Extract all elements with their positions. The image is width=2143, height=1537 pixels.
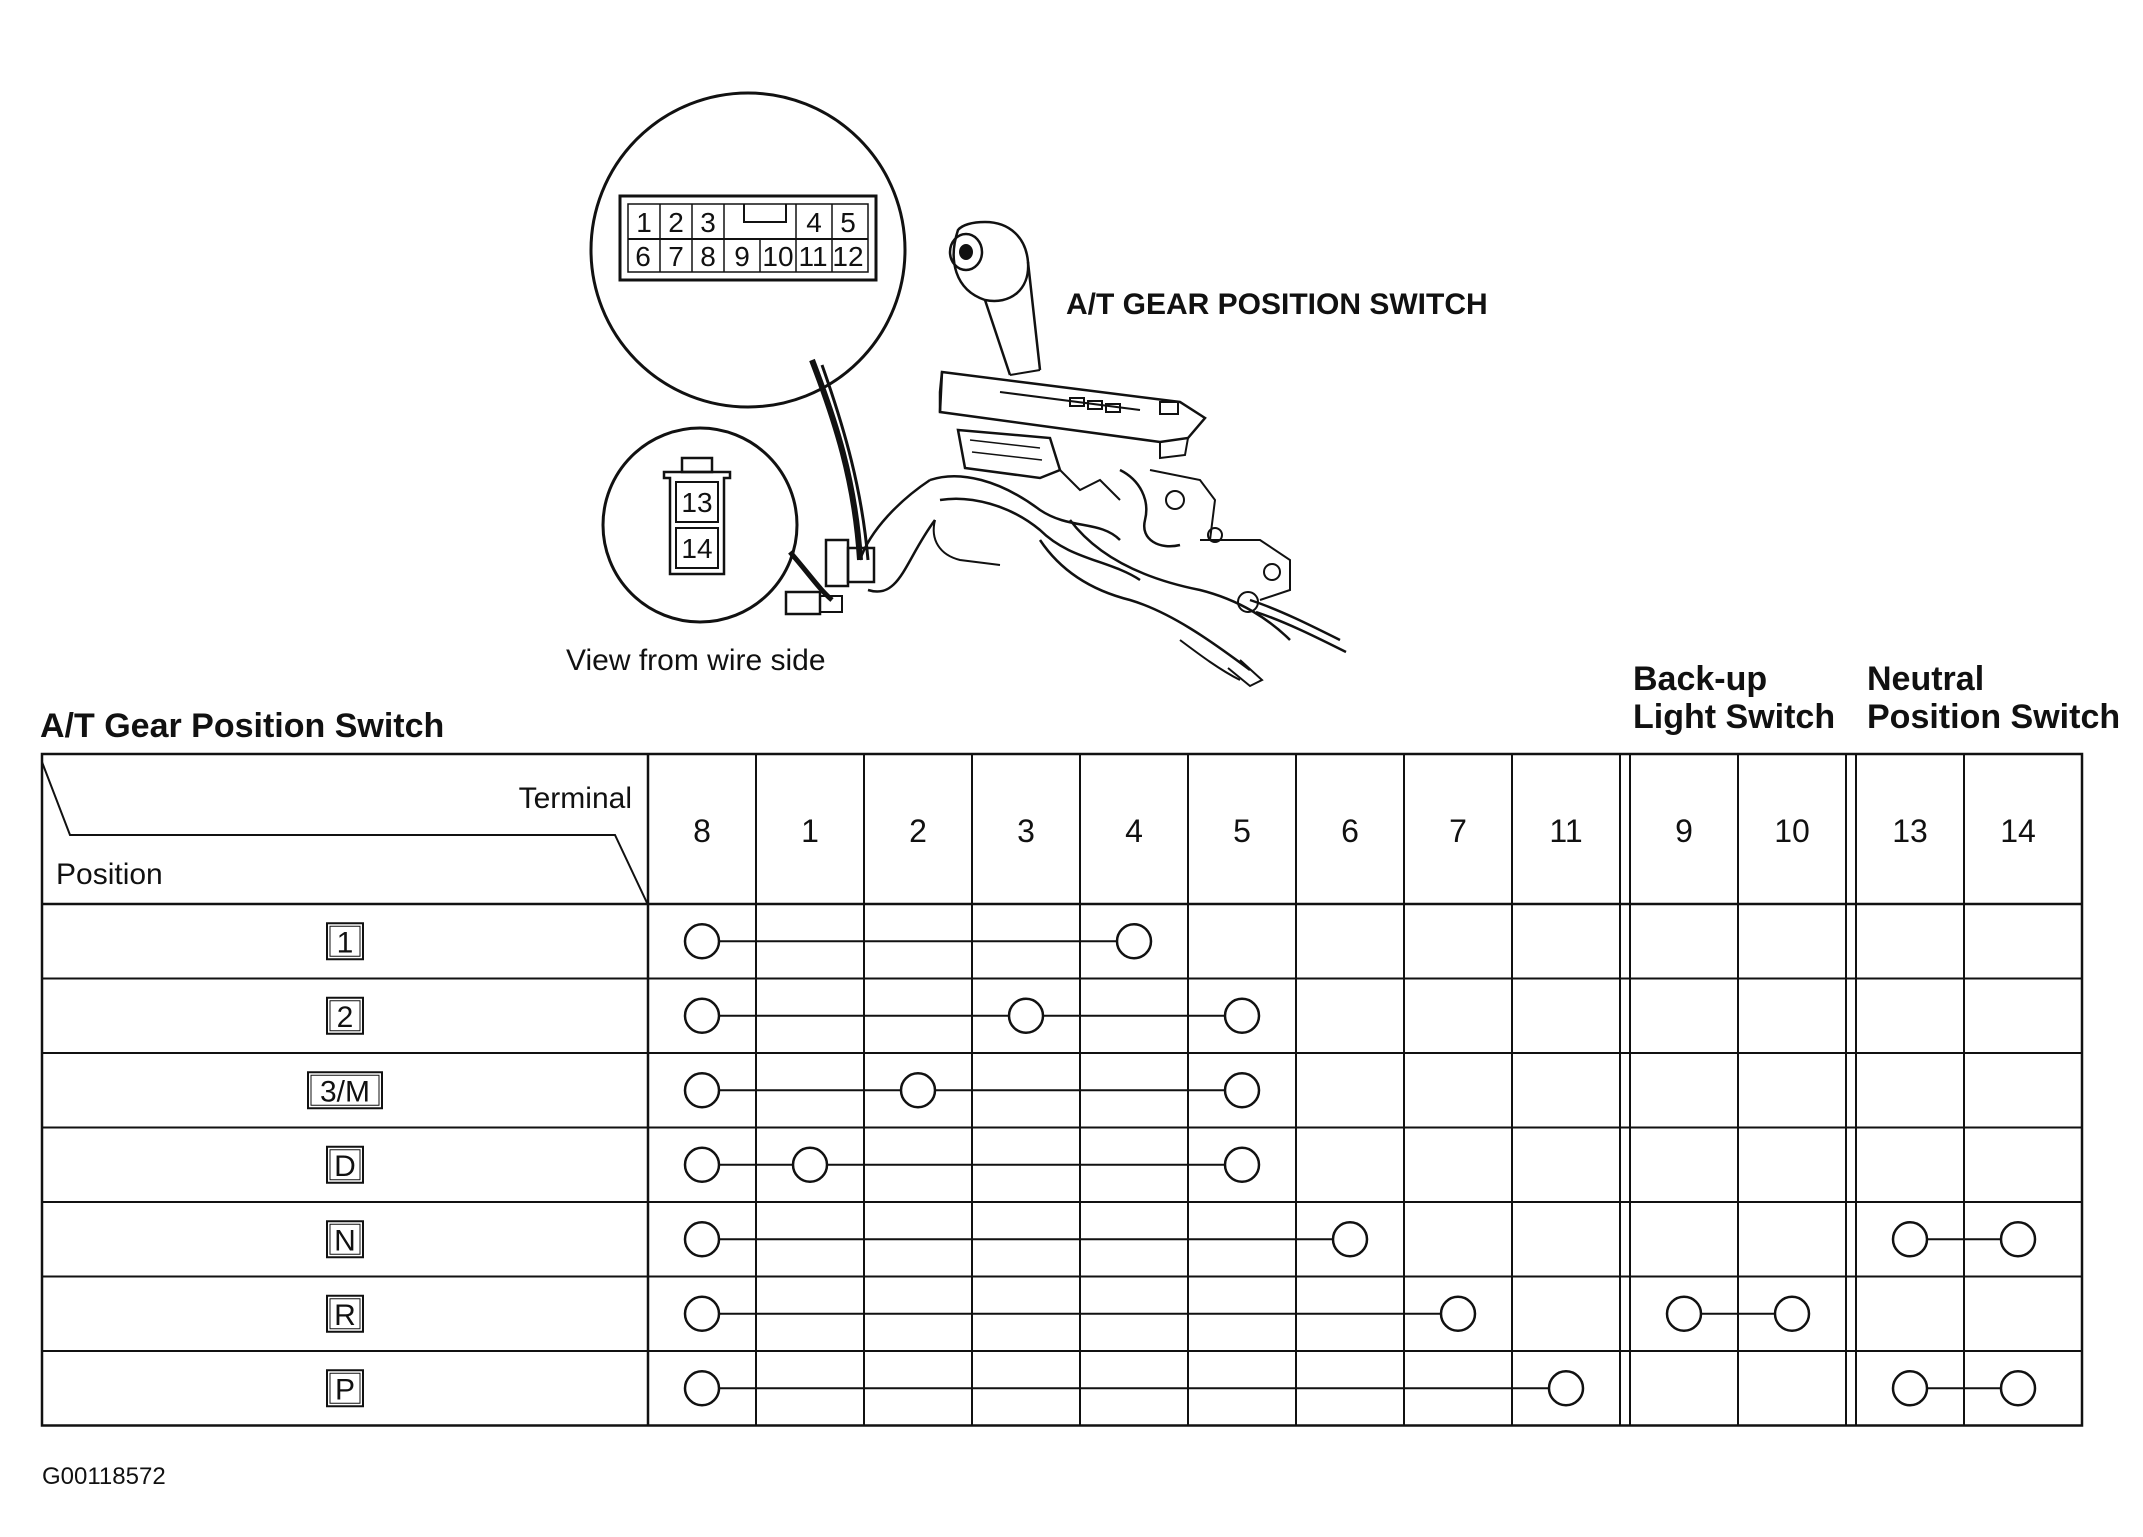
connector-pin-label: 12 <box>832 241 864 272</box>
continuity-node <box>2001 1371 2035 1405</box>
continuity-node <box>1225 999 1259 1033</box>
terminal-header: 6 <box>1341 813 1359 849</box>
connector-2-pin-callout <box>603 428 797 622</box>
continuity-node <box>2001 1222 2035 1256</box>
continuity-node <box>685 1297 719 1331</box>
terminal-header: 9 <box>1675 813 1693 849</box>
position-label: P <box>334 1373 356 1407</box>
continuity-node <box>685 924 719 958</box>
continuity-node <box>1333 1222 1367 1256</box>
connector-pin-label: 5 <box>840 207 856 238</box>
continuity-node <box>685 999 719 1033</box>
connector-pin-label: 7 <box>668 241 684 272</box>
terminal-header: 3 <box>1017 813 1035 849</box>
connector-pin-label: 13 <box>681 487 713 518</box>
terminal-header: 13 <box>1892 813 1928 849</box>
continuity-node <box>1775 1297 1809 1331</box>
terminal-header: 5 <box>1233 813 1251 849</box>
continuity-node <box>1009 999 1043 1033</box>
connector-pin-label: 1 <box>636 207 652 238</box>
connector-pin-label: 10 <box>762 241 794 272</box>
neutral-group-label-line2: Position Switch <box>1867 698 2121 736</box>
continuity-node <box>685 1073 719 1107</box>
continuity-node <box>685 1371 719 1405</box>
position-label: R <box>334 1298 356 1332</box>
backup-group-label-line1: Back-up <box>1633 660 1768 698</box>
position-label: D <box>334 1149 356 1183</box>
wire-harness <box>786 360 935 614</box>
connector-pin-label: 6 <box>635 241 651 272</box>
continuity-node <box>1441 1297 1475 1331</box>
terminal-header: 7 <box>1449 813 1467 849</box>
terminal-header: 4 <box>1125 813 1143 849</box>
switch-title-label: A/T GEAR POSITION SWITCH <box>1066 288 1488 321</box>
terminal-header: 1 <box>801 813 819 849</box>
continuity-node <box>1893 1222 1927 1256</box>
terminal-header: 14 <box>2000 813 2036 849</box>
continuity-table <box>42 754 2082 1426</box>
terminal-header: 2 <box>909 813 927 849</box>
connector-pin-label: 3 <box>700 207 716 238</box>
view-caption: View from wire side <box>566 644 826 677</box>
connector-pin-label: 11 <box>798 241 828 272</box>
continuity-node <box>1893 1371 1927 1405</box>
connector-pin-label: 8 <box>700 241 716 272</box>
figure-id: G00118572 <box>42 1463 166 1490</box>
terminal-header: 8 <box>693 813 711 849</box>
connector-pin-label: 4 <box>806 207 822 238</box>
terminal-header: 11 <box>1549 813 1583 849</box>
continuity-node <box>1667 1297 1701 1331</box>
connector-pin-label: 9 <box>734 241 750 272</box>
continuity-node <box>1117 924 1151 958</box>
header-terminal-label: Terminal <box>518 782 632 815</box>
continuity-node <box>901 1073 935 1107</box>
continuity-node <box>1225 1073 1259 1107</box>
connector-12-pin-callout <box>591 93 905 407</box>
connector-pin-label: 14 <box>681 533 713 564</box>
continuity-node <box>685 1222 719 1256</box>
continuity-node <box>1549 1371 1583 1405</box>
terminal-header: 10 <box>1774 813 1810 849</box>
header-position-label: Position <box>56 858 163 891</box>
position-label: 1 <box>336 926 354 960</box>
continuity-node <box>793 1148 827 1182</box>
neutral-group-label-line1: Neutral <box>1867 660 1985 698</box>
continuity-node <box>685 1148 719 1182</box>
connector-pin-label: 2 <box>668 207 684 238</box>
table-title: A/T Gear Position Switch <box>40 707 445 745</box>
continuity-node <box>1225 1148 1259 1182</box>
backup-group-label-line2: Light Switch <box>1633 698 1836 736</box>
position-label: N <box>334 1224 356 1258</box>
position-label: 2 <box>336 1000 354 1034</box>
position-label: 3/M <box>319 1075 371 1109</box>
